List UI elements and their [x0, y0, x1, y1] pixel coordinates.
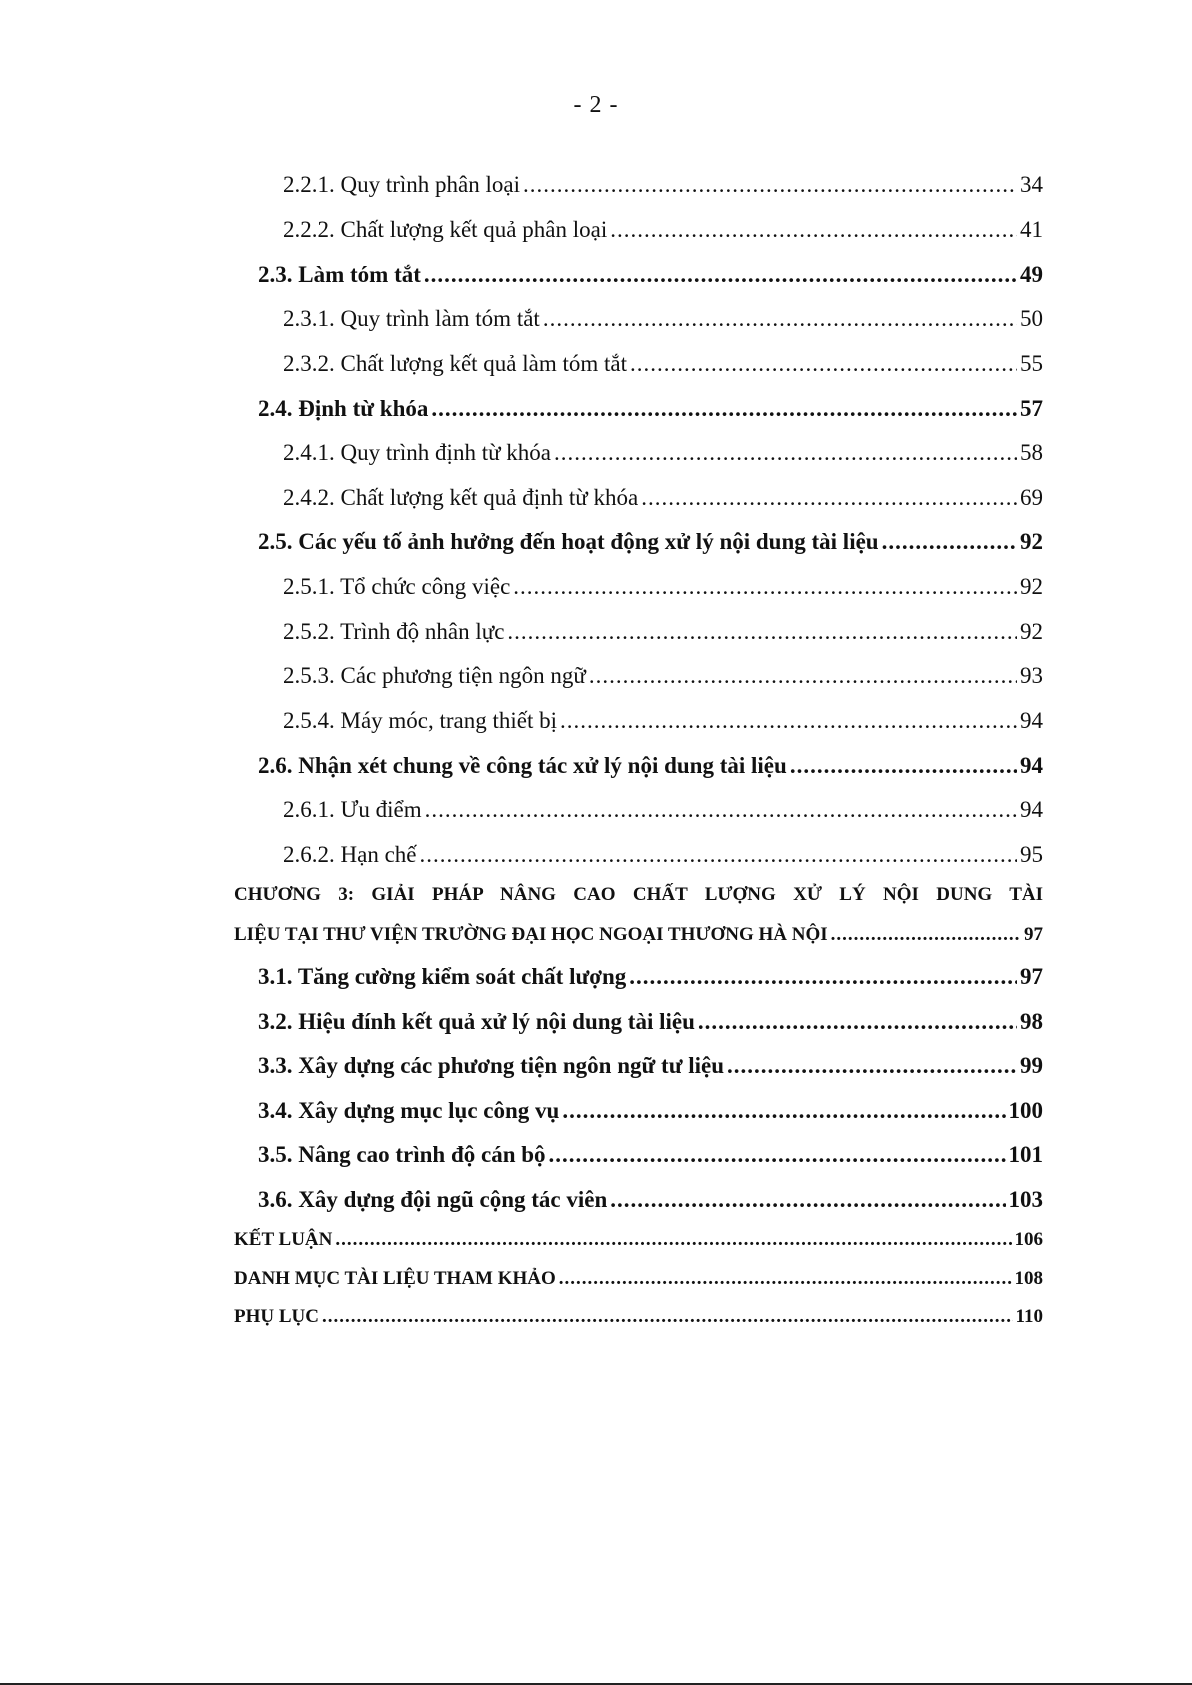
dot-leader — [559, 1268, 1012, 1290]
toc-section-page: 97 — [1020, 964, 1043, 989]
toc-entry-page: 94 — [1020, 797, 1043, 822]
dot-leader — [698, 1009, 1017, 1035]
toc-entry — [283, 351, 1043, 377]
dot-leader — [629, 964, 1017, 990]
toc-chapter-page: 108 — [1014, 1268, 1043, 1289]
toc-chapter-label: PHỤ LỤC — [234, 1306, 319, 1327]
toc-section-label: 3.5. Nâng cao trình độ cán bộ — [258, 1142, 546, 1167]
toc-chapter-label: KẾT LUẬN — [234, 1229, 333, 1250]
toc-entry-label: 2.2.1. Quy trình phân loại — [283, 172, 520, 197]
dot-leader — [610, 1187, 1005, 1213]
toc-entry-page: 69 — [1020, 485, 1043, 510]
toc-chapter — [234, 924, 1043, 946]
toc-section — [258, 1098, 1043, 1124]
dot-leader — [420, 842, 1018, 868]
dot-leader — [549, 1142, 1006, 1168]
toc-section — [258, 753, 1043, 779]
toc-section-page: 99 — [1020, 1053, 1043, 1078]
dot-leader — [507, 619, 1017, 645]
toc-section-label: 3.6. Xây dựng đội ngũ cộng tác viên — [258, 1187, 608, 1212]
toc-section-page: 49 — [1020, 262, 1043, 287]
toc-chapter-page: 110 — [1015, 1306, 1043, 1327]
toc-entry-page: 55 — [1020, 351, 1043, 376]
toc-entry-page: 41 — [1020, 217, 1043, 242]
toc-entry — [283, 708, 1043, 734]
toc-section-label: 2.5. Các yếu tố ảnh hưởng đến hoạt động xử lý nội dung tài liệu — [258, 529, 879, 554]
toc-entry-page: 92 — [1020, 619, 1043, 644]
toc-section-page: 100 — [1008, 1098, 1043, 1123]
toc-entry-label: 2.3.1. Quy trình làm tóm tắt — [283, 306, 540, 331]
dot-leader — [589, 663, 1017, 689]
toc-section-page: 98 — [1020, 1009, 1043, 1034]
toc-section — [258, 1053, 1043, 1079]
toc-chapter — [234, 1306, 1043, 1328]
toc-chapter-label: DANH MỤC TÀI LIỆU THAM KHẢO — [234, 1268, 556, 1289]
toc-entry-label: 2.4.2. Chất lượng kết quả định từ khóa — [283, 485, 639, 510]
toc-section-page: 57 — [1020, 396, 1043, 421]
dot-leader — [630, 351, 1017, 377]
toc-section-label: 3.4. Xây dựng mục lục công vụ — [258, 1098, 560, 1123]
dot-leader — [554, 440, 1017, 466]
toc-section — [258, 396, 1043, 422]
toc-entry-page: 95 — [1020, 842, 1043, 867]
dot-leader — [882, 529, 1017, 555]
toc-chapter — [234, 1229, 1043, 1251]
toc-entry-page: 34 — [1020, 172, 1043, 197]
toc-chapter-page: 106 — [1014, 1229, 1043, 1250]
page-number: - 2 - — [573, 92, 619, 118]
toc-section — [258, 1142, 1043, 1168]
dot-leader — [790, 753, 1017, 779]
toc-section-label: 2.3. Làm tóm tắt — [258, 262, 421, 287]
toc-entry-page: 58 — [1020, 440, 1043, 465]
dot-leader — [424, 262, 1017, 288]
dot-leader — [560, 708, 1017, 734]
toc-chapter — [234, 1268, 1043, 1290]
toc-chapter-label: LIỆU TẠI THƯ VIỆN TRƯỜNG ĐẠI HỌC NGOẠI THƯƠNG HÀ NỘI — [234, 924, 828, 945]
toc-section — [258, 1009, 1043, 1035]
toc-section-page: 103 — [1008, 1187, 1043, 1212]
toc-entry-page: 92 — [1020, 574, 1043, 599]
toc-entry-label: 2.5.3. Các phương tiện ngôn ngữ — [283, 663, 586, 688]
toc-section-page: 101 — [1008, 1142, 1043, 1167]
toc-section — [258, 964, 1043, 990]
toc-entry — [283, 217, 1043, 243]
toc-entry — [283, 842, 1043, 868]
toc-entry — [283, 485, 1043, 511]
toc-entry-label: 2.5.4. Máy móc, trang thiết bị — [283, 708, 558, 733]
dot-leader — [431, 396, 1017, 422]
dot-leader — [543, 306, 1017, 332]
toc-chapter-page: 97 — [1024, 924, 1043, 945]
dot-leader — [641, 485, 1017, 511]
dot-leader — [610, 217, 1017, 243]
toc-section — [258, 529, 1043, 555]
toc-section — [258, 1187, 1043, 1213]
toc-section-label: 3.2. Hiệu đính kết quả xử lý nội dung tài liệu — [258, 1009, 695, 1034]
toc-section-label: 2.6. Nhận xét chung về công tác xử lý nội dung tài liệu — [258, 753, 787, 778]
toc-chapter-title-line1: CHƯƠNG 3: GIẢI PHÁP NÂNG CAO CHẤT LƯỢNG XỬ LÝ NỘI DUNG TÀI — [234, 884, 1043, 905]
toc-entry-label: 2.5.1. Tổ chức công việc — [283, 574, 511, 599]
toc-entry-page: 93 — [1020, 663, 1043, 688]
toc-entry-label: 2.6.1. Ưu điểm — [283, 797, 422, 822]
dot-leader — [562, 1098, 1005, 1124]
toc-section — [258, 262, 1043, 288]
toc-entry-label: 2.4.1. Quy trình định từ khóa — [283, 440, 552, 465]
toc-section-label: 3.3. Xây dựng các phương tiện ngôn ngữ tư liệu — [258, 1053, 725, 1078]
toc-section-label: 3.1. Tăng cường kiểm soát chất lượng — [258, 964, 627, 989]
toc-entry — [283, 663, 1043, 689]
dot-leader — [831, 924, 1021, 946]
toc-entry — [283, 797, 1043, 823]
toc-entry-label: 2.6.2. Hạn chế — [283, 842, 417, 867]
toc-entry — [283, 306, 1043, 332]
toc-entry-label: 2.5.2. Trình độ nhân lực — [283, 619, 505, 644]
dot-leader — [523, 172, 1017, 198]
toc-entry — [283, 172, 1043, 198]
toc-entry-page: 94 — [1020, 708, 1043, 733]
toc-entry-label: 2.2.2. Chất lượng kết quả phân loại — [283, 217, 608, 242]
toc-section-label: 2.4. Định từ khóa — [258, 396, 429, 421]
toc-entry — [283, 574, 1043, 600]
toc-entry — [283, 619, 1043, 645]
dot-leader — [335, 1229, 1011, 1251]
toc-section-page: 92 — [1020, 529, 1043, 554]
dot-leader — [727, 1053, 1017, 1079]
toc-section-page: 94 — [1020, 753, 1043, 778]
dot-leader — [425, 797, 1017, 823]
toc-entry-label: 2.3.2. Chất lượng kết quả làm tóm tắt — [283, 351, 628, 376]
dot-leader — [322, 1306, 1013, 1328]
toc-entry — [283, 440, 1043, 466]
dot-leader — [513, 574, 1017, 600]
toc-entry-page: 50 — [1020, 306, 1043, 331]
